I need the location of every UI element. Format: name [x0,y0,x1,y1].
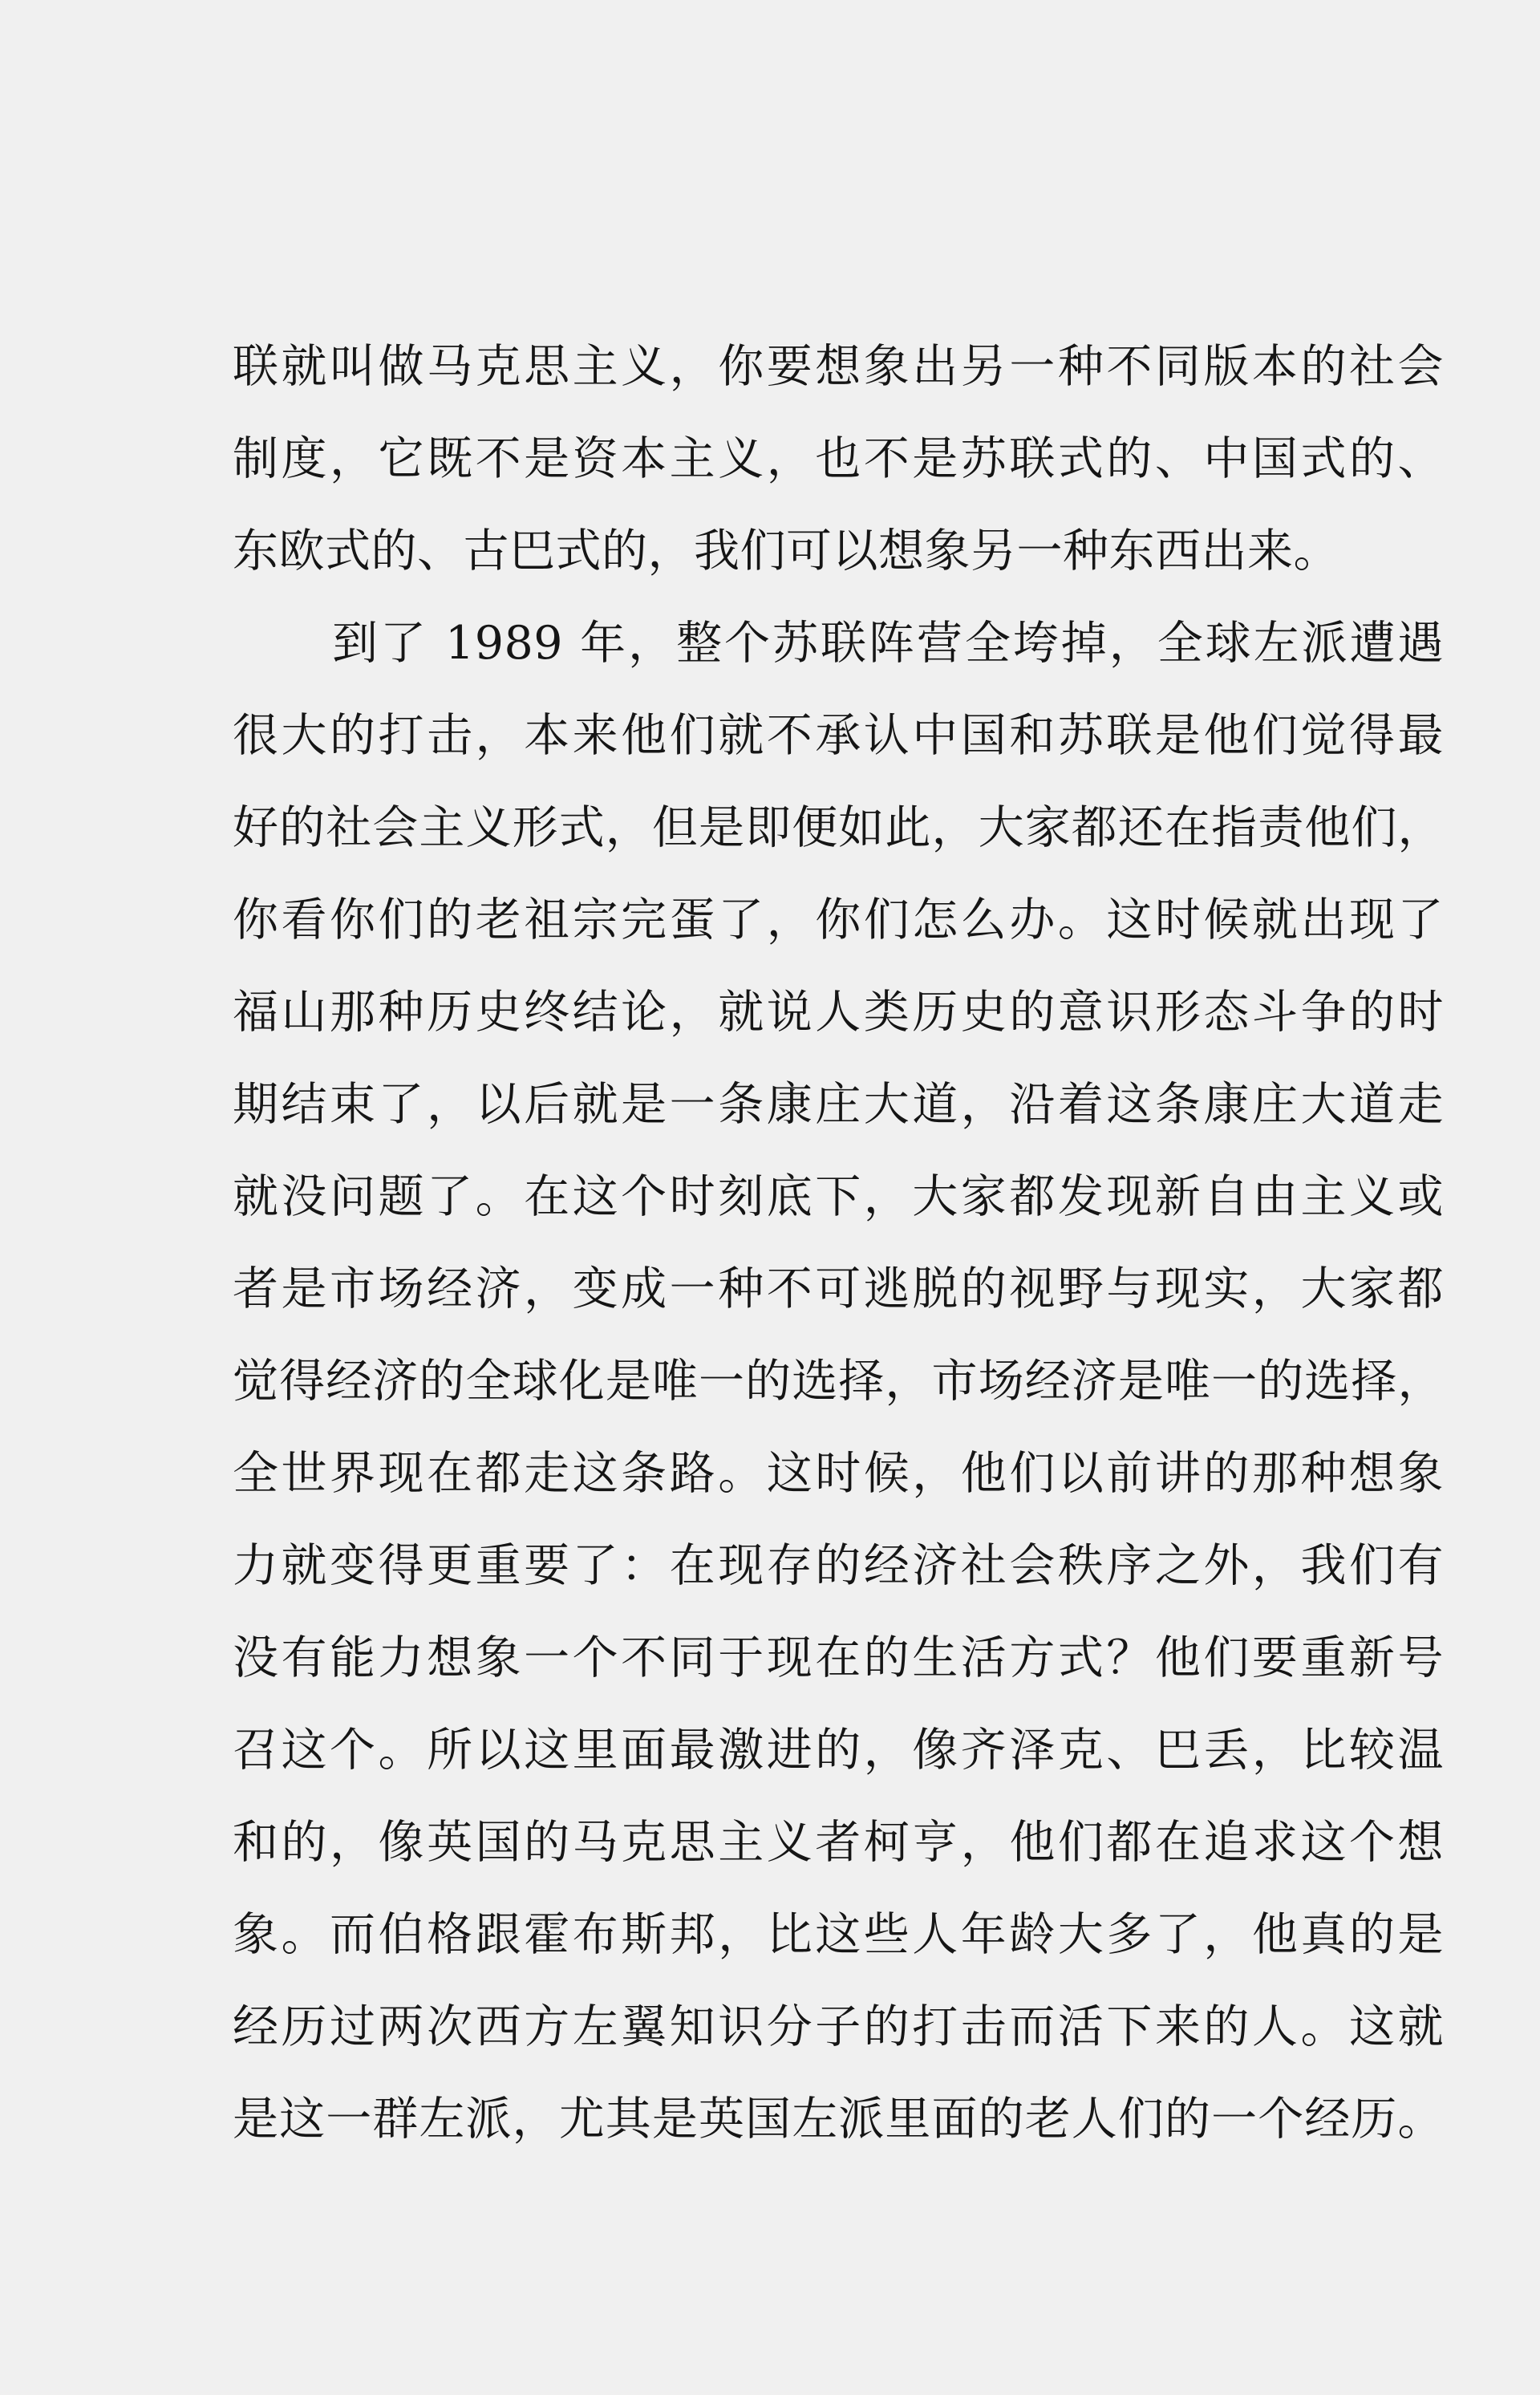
text-line: 没有能力想象一个不同于现在的生活方式？他们要重新号 [233,1631,1444,1684]
text-line: 经历过两次西方左翼知识分子的打击而活下来的人。这就 [233,2000,1444,2053]
text-line: 象。而伯格跟霍布斯邦，比这些人年龄大多了，他真的是 [233,1908,1444,1961]
text-line: 召这个。所以这里面最激进的，像齐泽克、巴丢，比较温 [233,1724,1444,1777]
text-line: 力就变得更重要了：在现存的经济社会秩序之外，我们有 [233,1539,1444,1592]
text-line: 者是市场经济，变成一种不可逃脱的视野与现实，大家都 [233,1262,1444,1315]
text-line: 制度，它既不是资本主义，也不是苏联式的、中国式的、 [233,432,1444,485]
text-line: 觉得经济的全球化是唯一的选择，市场经济是唯一的选择， [233,1355,1444,1408]
text-line: 就没问题了。在这个时刻底下，大家都发现新自由主义或 [233,1170,1444,1223]
text-line: 你看你们的老祖宗完蛋了，你们怎么办。这时候就出现了 [233,894,1444,946]
text-line: 好的社会主义形式，但是即便如此，大家都还在指责他们， [233,801,1444,854]
text-line: 联就叫做马克思主义，你要想象出另一种不同版本的社会 [233,340,1444,393]
text-line: 全世界现在都走这条路。这时候，他们以前讲的那种想象 [233,1447,1444,1500]
text-line: 和的，像英国的马克思主义者柯亨，他们都在追求这个想 [233,1816,1444,1869]
text-line: 很大的打击，本来他们就不承认中国和苏联是他们觉得最 [233,709,1444,762]
text-line: 福山那种历史终结论，就说人类历史的意识形态斗争的时 [233,986,1444,1039]
text-line: 是这一群左派，尤其是英国左派里面的老人们的一个经历。 [233,2093,1444,2146]
paragraph-start-line: 到了 1989 年，整个苏联阵营全垮掉，全球左派遭遇 [332,617,1444,670]
text-line: 期结束了，以后就是一条康庄大道，沿着这条康庄大道走 [233,1078,1444,1131]
text-line: 东欧式的、古巴式的，我们可以想象另一种东西出来。 [233,525,1339,577]
body-text [233,321,1444,2166]
